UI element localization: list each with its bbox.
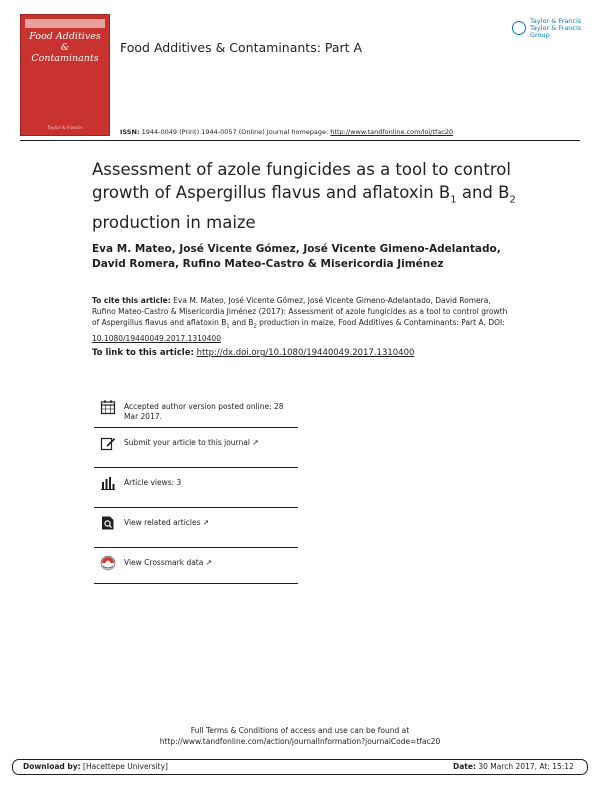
taylor-francis-icon bbox=[512, 21, 526, 35]
accepted-row bbox=[94, 392, 298, 428]
crossmark-icon bbox=[100, 555, 116, 571]
terms-notice: Full Terms & Conditions of access and use can be found at http://www.tandfonline.com/action/journalInformation?journalCode=tfac20 bbox=[0, 725, 600, 747]
article-views: Article views: 3 bbox=[124, 478, 182, 487]
terms-url[interactable]: http://www.tandfonline.com/action/journalInformation?journalCode=tfac20 bbox=[159, 737, 441, 746]
downloaded-by: Download by: [Hacettepe University] bbox=[23, 762, 168, 771]
journal-cover bbox=[20, 14, 110, 136]
crossmark-row[interactable] bbox=[94, 548, 298, 584]
external-link-icon: ↗ bbox=[205, 558, 213, 567]
article-info-box bbox=[94, 392, 298, 584]
download-date: Date: 30 March 2017, At: 15:12 bbox=[453, 762, 574, 771]
related-articles-link[interactable]: View related articles ↗ bbox=[124, 518, 210, 527]
external-link-icon: ↗ bbox=[252, 438, 259, 447]
issn-line: ISSN: 1944-0049 (Print) 1944-0057 (Online) Journal homepage: http://www.tandfonline.com/loi/tfac20 bbox=[120, 128, 454, 136]
related-articles-icon bbox=[100, 515, 116, 531]
journal-title: Food Additives & Contaminants: Part A bbox=[120, 40, 363, 55]
download-footer bbox=[12, 759, 588, 775]
article-doi-link[interactable]: http://dx.doi.org/10.1080/19440049.2017.1310400 bbox=[196, 348, 415, 358]
calendar-icon bbox=[100, 399, 116, 415]
views-row bbox=[94, 468, 298, 508]
citation: To cite this article: Eva M. Mateo, José Vicente Gómez, José Vicente Gimeno-Adelantado, David Romera, Rufino Mateo-Castro & Misericordia Jiménez (2017): Assessment of azole fungicides as a tool to control growth of Aspergillus flavus and aflatoxin $B_1$ and $B_2$ production in maize, Food Additives & Contaminants: Part A, DOI: 10.1080/19440049.2017.1310400 bbox=[92, 296, 508, 343]
journal-homepage-link[interactable]: http://www.tandfonline.com/loi/tfac20 bbox=[330, 128, 454, 136]
cover-band bbox=[25, 19, 105, 28]
external-link-icon: ↗ bbox=[202, 518, 210, 527]
cover-publisher: Taylor & Francis bbox=[47, 126, 83, 131]
header-divider bbox=[20, 140, 580, 141]
related-row[interactable] bbox=[94, 508, 298, 548]
taylor-francis-logo: Taylor & Francis Taylor & Francis Group bbox=[512, 18, 590, 38]
article-link-line: To link to this article: http://dx.doi.org/10.1080/19440049.2017.1310400 bbox=[92, 348, 415, 358]
submit-article-link[interactable]: Submit your article to this journal ↗ bbox=[124, 438, 259, 447]
doi-link[interactable]: 10.1080/19440049.2017.1310400 bbox=[92, 333, 221, 343]
article-title: Assessment of azole fungicides as a tool to control growth of Aspergillus flavus and aflatoxin $B_1$ and $B_2$ production in maize bbox=[92, 160, 516, 233]
submit-row[interactable] bbox=[94, 428, 298, 468]
crossmark-link[interactable]: View Crossmark data ↗ bbox=[124, 558, 213, 567]
cover-title: Food Additives & Contaminants bbox=[29, 31, 101, 64]
accepted-date: Accepted author version posted online: 28 Mar 2017. bbox=[124, 402, 284, 421]
bar-chart-icon bbox=[100, 475, 116, 491]
article-authors: Eva M. Mateo, José Vicente Gómez, José Vicente Gimeno-Adelantado, David Romera, Rufino Mateo-Castro & Misericordia Jiménez bbox=[92, 243, 501, 270]
edit-icon bbox=[100, 435, 116, 451]
